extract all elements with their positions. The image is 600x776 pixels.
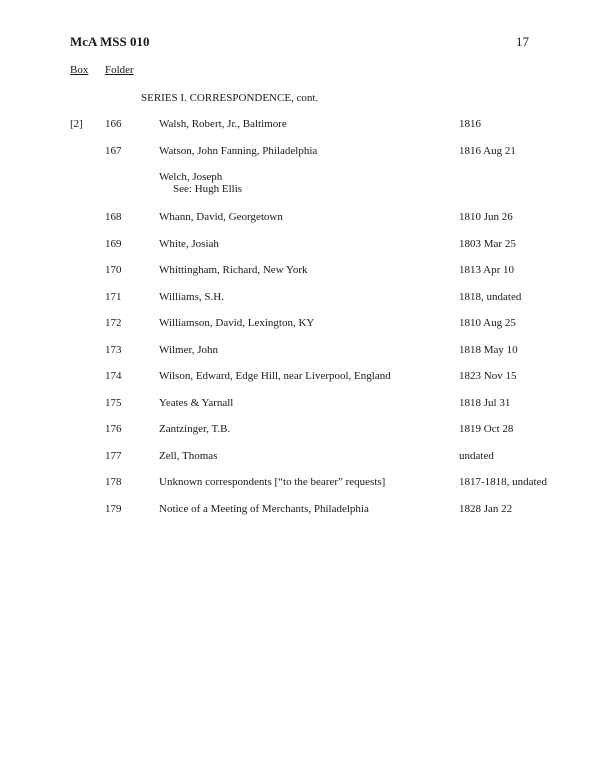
folder-title: Zell, Thomas [159, 449, 218, 462]
folder-title: White, Josiah [159, 237, 219, 250]
folder-date: 1813 Apr 10 [459, 264, 514, 276]
folder-row [0, 118, 600, 145]
column-header-folder: Folder [105, 64, 134, 76]
folder-date: 1819 Oct 28 [459, 423, 514, 435]
folder-number: 177 [105, 449, 122, 462]
page-number: 17 [516, 34, 529, 49]
folder-number: 178 [105, 476, 122, 488]
folder-date: 1818 May 10 [459, 343, 518, 356]
folder-date: undated [459, 449, 494, 462]
folder-date: 1818 Jul 31 [459, 396, 511, 409]
folder-date: 1818, undated [459, 290, 522, 303]
folder-row [0, 145, 600, 172]
series-heading: SERIES I. CORRESPONDENCE, cont. [141, 92, 319, 104]
folder-number: 171 [105, 290, 122, 303]
folder-date: 1803 Mar 25 [459, 237, 516, 250]
folder-row [0, 476, 600, 503]
folder-row [0, 344, 600, 371]
folder-title: Unknown correspondents [“to the bearer” requests] [159, 476, 386, 488]
folder-number: 167 [105, 144, 122, 157]
folder-row [0, 423, 600, 450]
folder-title: Whittingham, Richard, New York [159, 264, 308, 276]
folder-row [0, 291, 600, 318]
folder-title: Welch, Joseph [159, 171, 223, 183]
folder-date: 1810 Jun 26 [459, 211, 513, 223]
folder-date: 1823 Nov 15 [459, 370, 517, 382]
folder-row [0, 397, 600, 424]
folder-date: 1810 Aug 25 [459, 317, 516, 329]
folder-number: 166 [105, 118, 122, 130]
folder-number: 179 [105, 502, 122, 515]
folder-title: Wilson, Edward, Edge Hill, near Liverpool, England [159, 370, 391, 382]
folder-row [0, 238, 600, 265]
folder-list [0, 118, 600, 529]
folder-title: Williamson, David, Lexington, KY [159, 317, 315, 329]
folder-number: 172 [105, 317, 122, 329]
folder-row [0, 211, 600, 238]
collection-id: McA MSS 010 [70, 34, 150, 49]
folder-date: 1817-1818, undated [459, 476, 547, 488]
folder-row [0, 317, 600, 344]
folder-number: 175 [105, 396, 122, 409]
see-reference: See: Hugh Ellis [173, 183, 243, 195]
folder-title: Whann, David, Georgetown [159, 211, 283, 223]
folder-row [0, 450, 600, 477]
folder-date: 1816 [459, 118, 481, 130]
folder-number: 174 [105, 370, 122, 382]
folder-title: Wilmer, John [159, 343, 218, 356]
folder-date: 1816 Aug 21 [459, 144, 516, 157]
folder-number: 173 [105, 343, 122, 356]
cross-reference-row [0, 171, 600, 211]
folder-number: 170 [105, 264, 122, 276]
folder-number: 176 [105, 423, 122, 435]
box-number: [2] [70, 118, 83, 130]
folder-row [0, 264, 600, 291]
folder-title: Zantzinger, T.B. [159, 423, 231, 435]
folder-date: 1828 Jan 22 [459, 502, 513, 515]
folder-title: Yeates & Yarnall [159, 396, 234, 409]
folder-title: Walsh, Robert, Jr., Baltimore [159, 118, 287, 130]
column-header-box: Box [70, 64, 89, 76]
folder-title: Williams, S.H. [159, 290, 224, 303]
folder-title: Notice of a Meeting of Merchants, Philadelphia [159, 502, 369, 515]
folder-row [0, 370, 600, 397]
folder-number: 169 [105, 237, 122, 250]
folder-number: 168 [105, 211, 122, 223]
folder-row [0, 503, 600, 530]
folder-title: Watson, John Fanning, Philadelphia [159, 144, 318, 157]
